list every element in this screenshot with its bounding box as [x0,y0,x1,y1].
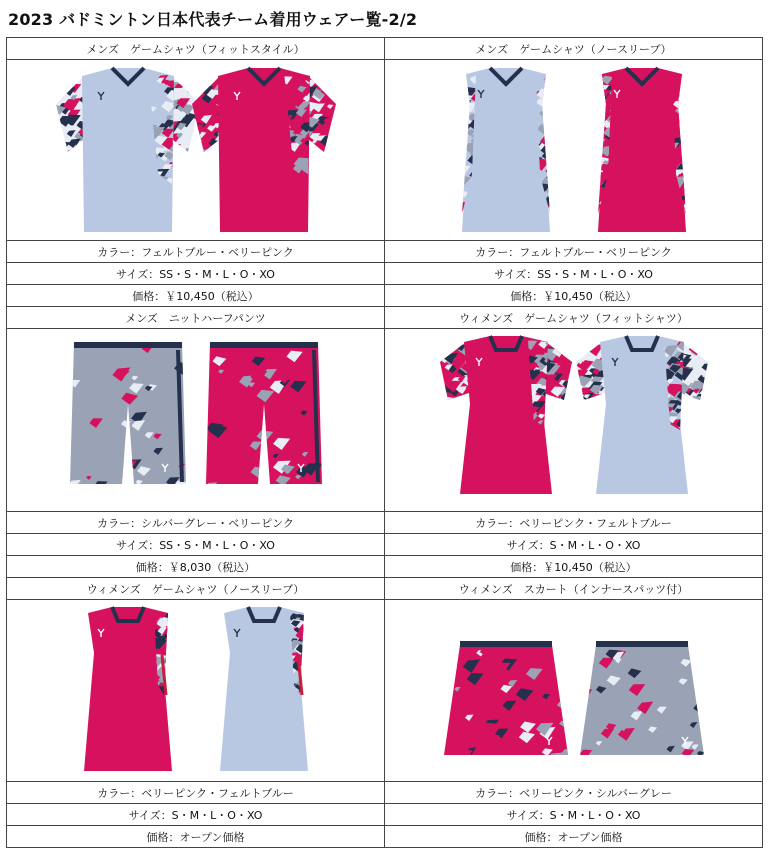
camo-pattern [444,645,576,767]
garment-tank [593,68,695,232]
page-title: 2023 バドミントン日本代表チーム着用ウェアー覧-2/2 [8,10,418,29]
camo-pattern [67,342,191,495]
product-price: 価格：オープン価格 [7,826,385,848]
product-heading: ウィメンズ ゲームシャツ（ノースリーブ） [7,578,385,600]
garment-shorts [204,342,323,492]
product-image [46,605,346,777]
product-size: サイズ：SS・S・M・L・O・XO [385,263,763,285]
wear-catalog-table [6,37,763,848]
garment-women-tank [84,607,180,771]
product-heading: メンズ ゲームシャツ（ノースリーブ） [385,38,763,60]
waistband [596,641,688,647]
product-color: カラー：シルバーグレー・ベリーピンク [7,512,385,534]
product-image-cell [385,600,763,782]
product-size: サイズ：S・M・L・O・XO [7,804,385,826]
product-heading: ウィメンズ スカート（インナースパッツ付） [385,578,763,600]
product-image [424,605,724,777]
garment-women-tee [572,336,720,494]
product-image [46,64,346,236]
product-price: 価格：￥8,030（税込） [7,556,385,578]
product-price: 価格：￥10,450（税込） [385,285,763,307]
camo-pattern [204,342,323,492]
camo-pattern [579,645,708,758]
product-heading: ウィメンズ ゲームシャツ（フィットシャツ） [385,307,763,329]
garment-tee-sleeved [190,68,344,232]
product-color: カラー：ベリーピンク・フェルトブルー [385,512,763,534]
waistband [460,641,552,647]
garment-tee-sleeved [52,68,207,232]
product-price: 価格：オープン価格 [385,826,763,848]
waistband [74,342,182,348]
product-size: サイズ：S・M・L・O・XO [385,534,763,556]
product-image-cell [7,60,385,241]
product-price: 価格：￥10,450（税込） [7,285,385,307]
product-image [424,64,724,236]
product-image-cell [7,329,385,512]
product-size: サイズ：SS・S・M・L・O・XO [7,263,385,285]
product-image [46,334,346,506]
product-price: 価格：￥10,450（税込） [385,556,763,578]
product-image [424,334,724,506]
product-size: サイズ：S・M・L・O・XO [385,804,763,826]
waistband [210,342,318,348]
product-color: カラー：ベリーピンク・シルバーグレー [385,782,763,804]
garment-skirt [444,641,576,767]
garment-skirt [579,641,708,758]
garment-women-tank [220,607,315,771]
garment-tank [458,68,562,232]
product-heading: メンズ ゲームシャツ（フィットスタイル） [7,38,385,60]
product-image-cell [7,600,385,782]
product-color: カラー：フェルトブルー・ベリーピンク [385,241,763,263]
product-image-cell [385,329,763,512]
product-heading: メンズ ニットハーフパンツ [7,307,385,329]
product-size: サイズ：SS・S・M・L・O・XO [7,534,385,556]
garment-shorts [67,342,191,495]
product-color: カラー：フェルトブルー・ベリーピンク [7,241,385,263]
product-color: カラー：ベリーピンク・フェルトブルー [7,782,385,804]
garment-women-tee [436,336,583,494]
product-image-cell [385,60,763,241]
